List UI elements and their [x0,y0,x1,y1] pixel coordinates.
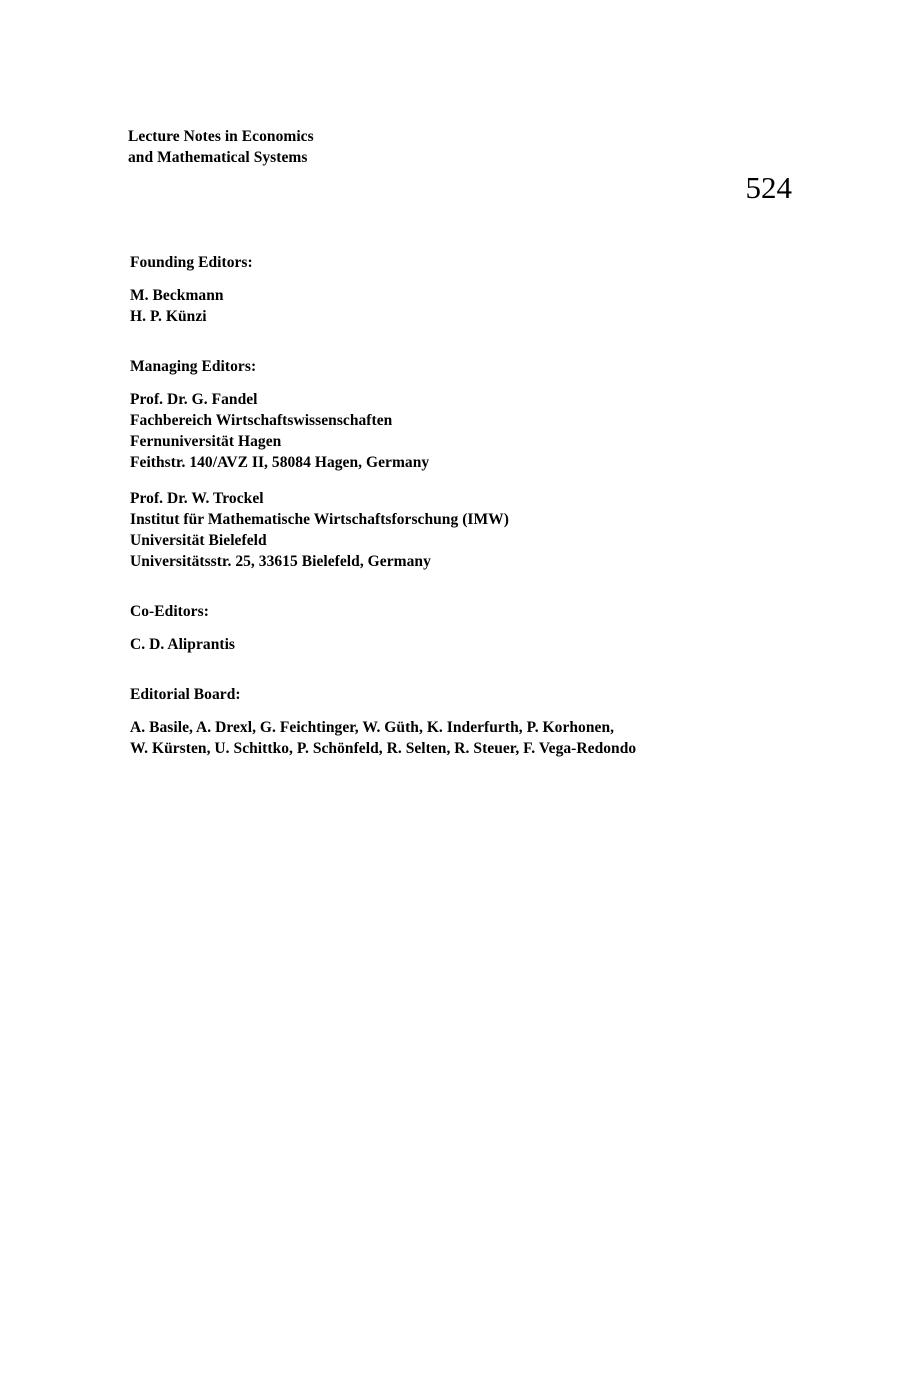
co-editors-section [130,601,830,622]
managing-editors-section [130,356,830,377]
managing-editor-name: Prof. Dr. G. Fandel [130,391,258,408]
series-title-line-1: Lecture Notes in Economics [128,128,314,145]
managing-editor-trockel [130,488,830,572]
editorial-board-section [130,684,830,705]
managing-editor-institution: Universität Bielefeld [130,532,267,549]
managing-editor-department: Institut für Mathematische Wirtschaftsforschung (IMW) [130,511,509,528]
editorial-board-members [130,717,830,759]
managing-editor-fandel [130,389,830,473]
editorial-board-heading: Editorial Board: [130,686,241,703]
founding-editors-names [130,285,830,327]
managing-editor-address: Feithstr. 140/AVZ II, 58084 Hagen, Germany [130,454,430,471]
managing-editors-heading: Managing Editors: [130,358,257,375]
series-title [128,126,314,168]
founding-editors-heading: Founding Editors: [130,254,253,271]
volume-number: 524 [745,170,792,205]
masthead [128,126,792,208]
editorial-board-members-line-2: W. Kürsten, U. Schittko, P. Schönfeld, R. Selten, R. Steuer, F. Vega-Redondo [130,740,637,757]
founding-editor-name: H. P. Künzi [130,308,207,325]
founding-editors-section [130,252,830,273]
managing-editor-institution: Fernuniversität Hagen [130,433,282,450]
co-editors-names [130,634,830,655]
series-title-line-2: and Mathematical Systems [128,149,308,166]
managing-editor-address: Universitätsstr. 25, 33615 Bielefeld, Germany [130,553,431,570]
co-editors-heading: Co-Editors: [130,603,209,620]
co-editor-name: C. D. Aliprantis [130,636,236,653]
managing-editor-department: Fachbereich Wirtschaftswissenschaften [130,412,393,429]
managing-editor-name: Prof. Dr. W. Trockel [130,490,264,507]
founding-editor-name: M. Beckmann [130,287,224,304]
editorial-information [130,252,830,759]
editorial-board-members-line-1: A. Basile, A. Drexl, G. Feichtinger, W. Güth, K. Inderfurth, P. Korhonen, [130,719,615,736]
